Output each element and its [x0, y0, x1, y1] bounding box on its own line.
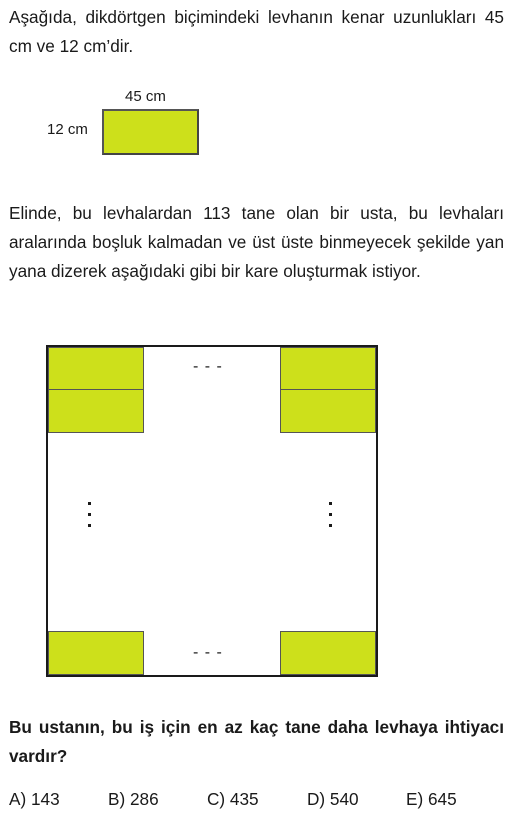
plate-top-left-2 [48, 389, 144, 433]
option-a[interactable]: A) 143 [9, 789, 60, 809]
plate-top-right-1 [280, 347, 376, 391]
option-e[interactable]: E) 645 [406, 789, 457, 809]
option-b[interactable]: B) 286 [108, 789, 159, 809]
intro-text: Aşağıda, dikdörtgen biçimindeki levhanın kenar uzunlukları 45 cm ve 12 cm’dir. [9, 7, 504, 56]
left-ellipsis [88, 502, 92, 535]
plate-top-right-2 [280, 389, 376, 433]
sample-plate [102, 109, 199, 155]
option-d[interactable]: D) 540 [307, 789, 359, 809]
plate-bottom-left [48, 631, 144, 675]
bottom-ellipsis: - - - [193, 644, 223, 661]
square-figure [46, 345, 378, 677]
question-text: Bu ustanın, bu iş için en az kaç tane daha levhaya ihtiyacı vardır? [9, 717, 504, 766]
plate-bottom-right [280, 631, 376, 675]
right-ellipsis [329, 502, 333, 535]
plate-top-left-1 [48, 347, 144, 391]
plate-height-label: 12 cm [47, 121, 88, 138]
top-ellipsis: - - - [193, 358, 223, 375]
plate-width-label: 45 cm [125, 88, 166, 105]
option-c[interactable]: C) 435 [207, 789, 259, 809]
story-text: Elinde, bu levhalardan 113 tane olan bir usta, bu levhaları aralarında boşluk kalmadan ve üst üste binmeyecek şekilde yan yana dizerek aşağıdaki gibi bir kare oluşturmak istiyor. [9, 203, 504, 281]
